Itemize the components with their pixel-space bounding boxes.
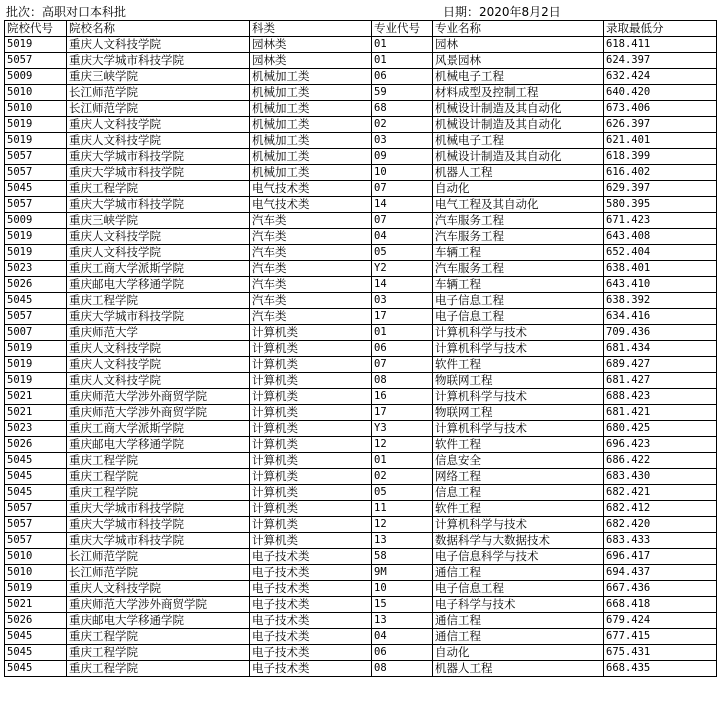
cell-school-code: 5021 [5,389,67,405]
cell-major-name: 材料成型及控制工程 [433,85,604,101]
cell-major-code: 01 [372,53,433,69]
cell-category: 汽车类 [250,229,372,245]
cell-school-code: 5057 [5,197,67,213]
cell-category: 计算机类 [250,501,372,517]
cell-major-name: 计算机科学与技术 [433,341,604,357]
cell-school-name: 重庆大学城市科技学院 [67,501,250,517]
cell-school-name: 重庆工商大学派斯学院 [67,261,250,277]
cell-school-name: 重庆师范大学 [67,325,250,341]
table-row [5,69,717,85]
cell-school-name: 重庆师范大学涉外商贸学院 [67,597,250,613]
table-row [5,485,717,501]
cell-school-code: 5021 [5,597,67,613]
cell-school-code: 5026 [5,437,67,453]
cell-school-code: 5045 [5,453,67,469]
cell-major-code: 07 [372,213,433,229]
cell-school-code: 5057 [5,309,67,325]
cell-category: 计算机类 [250,437,372,453]
cell-category: 电子技术类 [250,565,372,581]
table-row [5,405,717,421]
cell-school-code: 5009 [5,213,67,229]
cell-school-name: 重庆工程学院 [67,181,250,197]
cell-major-name: 电子信息科学与技术 [433,549,604,565]
cell-category: 电子技术类 [250,581,372,597]
cell-major-code: Y2 [372,261,433,277]
cell-min-score: 621.401 [604,133,717,149]
header-row [5,21,717,37]
cell-school-name: 重庆工程学院 [67,485,250,501]
cell-school-name: 重庆邮电大学移通学院 [67,277,250,293]
table-row [5,133,717,149]
cell-major-name: 机械设计制造及其自动化 [433,149,604,165]
cell-min-score: 688.423 [604,389,717,405]
cell-min-score: 683.433 [604,533,717,549]
cell-school-code: 5057 [5,149,67,165]
cell-category: 计算机类 [250,469,372,485]
cell-major-code: 03 [372,293,433,309]
cell-school-name: 长江师范学院 [67,101,250,117]
cell-category: 汽车类 [250,309,372,325]
cell-major-code: 17 [372,405,433,421]
cell-school-code: 5026 [5,613,67,629]
cell-min-score: 671.423 [604,213,717,229]
cell-major-name: 机械电子工程 [433,69,604,85]
table-row [5,613,717,629]
cell-major-name: 电子科学与技术 [433,597,604,613]
cell-major-code: 06 [372,341,433,357]
cell-school-name: 长江师范学院 [67,549,250,565]
cell-major-name: 电子信息工程 [433,581,604,597]
cell-major-code: 08 [372,661,433,677]
date-label: 日期：2020年8月2日 [443,5,561,19]
cell-school-code: 5019 [5,357,67,373]
cell-school-code: 5019 [5,133,67,149]
cell-major-code: 12 [372,437,433,453]
cell-school-code: 5045 [5,469,67,485]
cell-min-score: 618.399 [604,149,717,165]
cell-major-code: 01 [372,453,433,469]
cell-major-code: 14 [372,197,433,213]
cell-school-name: 重庆大学城市科技学院 [67,309,250,325]
cell-category: 电子技术类 [250,613,372,629]
cell-major-name: 软件工程 [433,357,604,373]
cell-school-name: 重庆师范大学涉外商贸学院 [67,389,250,405]
cell-min-score: 680.425 [604,421,717,437]
cell-school-code: 5026 [5,277,67,293]
cell-school-name: 重庆人文科技学院 [67,133,250,149]
cell-major-code: 08 [372,373,433,389]
cell-school-name: 重庆工商大学派斯学院 [67,421,250,437]
cell-school-name: 重庆师范大学涉外商贸学院 [67,405,250,421]
cell-min-score: 686.422 [604,453,717,469]
cell-category: 机械加工类 [250,69,372,85]
cell-school-code: 5019 [5,245,67,261]
cell-major-name: 信息安全 [433,453,604,469]
cell-school-code: 5023 [5,261,67,277]
cell-major-name: 物联网工程 [433,405,604,421]
cell-min-score: 652.404 [604,245,717,261]
column-header-major-name: 专业名称 [433,21,604,37]
cell-major-name: 车辆工程 [433,277,604,293]
cell-category: 汽车类 [250,245,372,261]
cell-category: 计算机类 [250,389,372,405]
cell-category: 电子技术类 [250,549,372,565]
cell-major-name: 汽车服务工程 [433,213,604,229]
column-header-category: 科类 [250,21,372,37]
table-row [5,469,717,485]
cell-school-code: 5019 [5,37,67,53]
cell-min-score: 682.412 [604,501,717,517]
table-row [5,37,717,53]
table-row [5,421,717,437]
cell-major-name: 通信工程 [433,565,604,581]
table-row [5,517,717,533]
cell-category: 机械加工类 [250,149,372,165]
cell-school-name: 重庆三峡学院 [67,69,250,85]
cell-category: 园林类 [250,53,372,69]
cell-category: 计算机类 [250,357,372,373]
cell-min-score: 667.436 [604,581,717,597]
cell-major-name: 软件工程 [433,437,604,453]
table-row [5,565,717,581]
cell-category: 汽车类 [250,293,372,309]
cell-major-code: 16 [372,389,433,405]
cell-category: 园林类 [250,37,372,53]
cell-school-code: 5057 [5,533,67,549]
cell-category: 电气技术类 [250,181,372,197]
cell-school-code: 5045 [5,629,67,645]
cell-min-score: 629.397 [604,181,717,197]
cell-min-score: 643.410 [604,277,717,293]
column-header-min-score: 录取最低分 [604,21,717,37]
cell-school-name: 重庆工程学院 [67,469,250,485]
cell-category: 计算机类 [250,341,372,357]
cell-major-code: 05 [372,245,433,261]
cell-major-code: 68 [372,101,433,117]
cell-school-name: 重庆人文科技学院 [67,229,250,245]
cell-category: 汽车类 [250,277,372,293]
cell-major-name: 自动化 [433,645,604,661]
cell-school-code: 5019 [5,229,67,245]
cell-major-name: 机器人工程 [433,165,604,181]
cell-major-name: 汽车服务工程 [433,261,604,277]
cell-school-name: 重庆工程学院 [67,645,250,661]
column-header-major-code: 专业代号 [372,21,433,37]
cell-category: 计算机类 [250,533,372,549]
cell-school-code: 5019 [5,117,67,133]
cell-major-name: 计算机科学与技术 [433,517,604,533]
page-header [0,0,723,20]
cell-category: 机械加工类 [250,101,372,117]
cell-major-code: 03 [372,133,433,149]
table-row [5,661,717,677]
cell-major-code: 59 [372,85,433,101]
cell-min-score: 681.421 [604,405,717,421]
cell-major-code: 04 [372,629,433,645]
cell-major-name: 网络工程 [433,469,604,485]
table-row [5,629,717,645]
cell-major-name: 汽车服务工程 [433,229,604,245]
cell-major-name: 电气工程及其自动化 [433,197,604,213]
cell-school-name: 重庆大学城市科技学院 [67,53,250,69]
cell-category: 电子技术类 [250,645,372,661]
cell-school-code: 5021 [5,405,67,421]
cell-major-code: 02 [372,469,433,485]
cell-min-score: 638.401 [604,261,717,277]
cell-school-code: 5009 [5,69,67,85]
cell-min-score: 681.434 [604,341,717,357]
cell-major-name: 通信工程 [433,629,604,645]
cell-school-code: 5019 [5,373,67,389]
cell-major-name: 通信工程 [433,613,604,629]
table-row [5,245,717,261]
cell-min-score: 696.417 [604,549,717,565]
cell-category: 计算机类 [250,405,372,421]
table-row [5,165,717,181]
cell-category: 计算机类 [250,325,372,341]
cell-school-code: 5057 [5,53,67,69]
table-row [5,597,717,613]
cell-major-code: 10 [372,581,433,597]
table-row [5,197,717,213]
cell-major-code: 9M [372,565,433,581]
table-row [5,389,717,405]
cell-major-code: 09 [372,149,433,165]
cell-major-name: 机械电子工程 [433,133,604,149]
cell-major-code: 17 [372,309,433,325]
cell-school-code: 5023 [5,421,67,437]
cell-school-name: 重庆工程学院 [67,629,250,645]
admission-table [4,20,717,677]
cell-school-name: 长江师范学院 [67,85,250,101]
cell-category: 机械加工类 [250,165,372,181]
cell-min-score: 679.424 [604,613,717,629]
cell-school-code: 5007 [5,325,67,341]
cell-major-code: 01 [372,37,433,53]
table-row [5,581,717,597]
cell-school-name: 重庆邮电大学移通学院 [67,437,250,453]
table-row [5,309,717,325]
table-row [5,437,717,453]
cell-major-name: 数据科学与大数据技术 [433,533,604,549]
cell-major-code: 02 [372,117,433,133]
cell-category: 汽车类 [250,213,372,229]
cell-major-code: 04 [372,229,433,245]
column-header-school-code: 院校代号 [5,21,67,37]
cell-school-code: 5045 [5,485,67,501]
cell-min-score: 673.406 [604,101,717,117]
cell-school-name: 长江师范学院 [67,565,250,581]
cell-major-name: 机械设计制造及其自动化 [433,117,604,133]
table-row [5,373,717,389]
cell-major-code: 07 [372,357,433,373]
cell-school-name: 重庆工程学院 [67,661,250,677]
cell-school-name: 重庆大学城市科技学院 [67,517,250,533]
cell-major-name: 车辆工程 [433,245,604,261]
cell-school-name: 重庆人文科技学院 [67,341,250,357]
cell-min-score: 689.427 [604,357,717,373]
cell-school-code: 5045 [5,645,67,661]
cell-category: 机械加工类 [250,85,372,101]
cell-school-code: 5010 [5,549,67,565]
cell-major-code: 06 [372,69,433,85]
cell-major-name: 计算机科学与技术 [433,421,604,437]
cell-school-code: 5057 [5,501,67,517]
table-row [5,149,717,165]
cell-major-code: 15 [372,597,433,613]
cell-major-code: 05 [372,485,433,501]
table-row [5,645,717,661]
cell-major-name: 计算机科学与技术 [433,389,604,405]
cell-min-score: 682.420 [604,517,717,533]
cell-major-name: 风景园林 [433,53,604,69]
cell-min-score: 681.427 [604,373,717,389]
cell-min-score: 675.431 [604,645,717,661]
cell-school-code: 5045 [5,181,67,197]
cell-min-score: 624.397 [604,53,717,69]
table-row [5,549,717,565]
table-row [5,325,717,341]
cell-min-score: 668.418 [604,597,717,613]
cell-major-name: 电子信息工程 [433,309,604,325]
cell-major-name: 电子信息工程 [433,293,604,309]
cell-min-score: 632.424 [604,69,717,85]
cell-school-code: 5057 [5,165,67,181]
cell-school-name: 重庆大学城市科技学院 [67,533,250,549]
cell-school-name: 重庆人文科技学院 [67,245,250,261]
table-row [5,293,717,309]
table-row [5,277,717,293]
cell-school-name: 重庆工程学院 [67,453,250,469]
cell-school-name: 重庆大学城市科技学院 [67,197,250,213]
table-row [5,229,717,245]
cell-school-code: 5010 [5,85,67,101]
cell-category: 电气技术类 [250,197,372,213]
cell-major-code: 14 [372,277,433,293]
cell-major-name: 物联网工程 [433,373,604,389]
cell-school-code: 5010 [5,565,67,581]
table-row [5,181,717,197]
cell-major-name: 自动化 [433,181,604,197]
batch-label: 批次：高职对口本科批 [6,5,127,19]
cell-major-code: 13 [372,533,433,549]
cell-min-score: 638.392 [604,293,717,309]
cell-category: 计算机类 [250,421,372,437]
cell-min-score: 696.423 [604,437,717,453]
cell-school-name: 重庆工程学院 [67,293,250,309]
cell-major-name: 机械设计制造及其自动化 [433,101,604,117]
cell-school-name: 重庆人文科技学院 [67,37,250,53]
cell-min-score: 626.397 [604,117,717,133]
cell-school-name: 重庆人文科技学院 [67,357,250,373]
cell-major-code: 01 [372,325,433,341]
cell-major-code: Y3 [372,421,433,437]
table-row [5,453,717,469]
cell-school-code: 5019 [5,341,67,357]
cell-min-score: 616.402 [604,165,717,181]
cell-major-name: 园林 [433,37,604,53]
cell-school-name: 重庆大学城市科技学院 [67,149,250,165]
column-header-school-name: 院校名称 [67,21,250,37]
table-row [5,53,717,69]
cell-category: 电子技术类 [250,629,372,645]
cell-school-code: 5045 [5,293,67,309]
cell-school-name: 重庆人文科技学院 [67,373,250,389]
cell-school-name: 重庆大学城市科技学院 [67,165,250,181]
cell-min-score: 580.395 [604,197,717,213]
cell-category: 计算机类 [250,485,372,501]
cell-min-score: 640.420 [604,85,717,101]
cell-min-score: 618.411 [604,37,717,53]
cell-category: 电子技术类 [250,597,372,613]
cell-major-name: 软件工程 [433,501,604,517]
cell-school-code: 5010 [5,101,67,117]
cell-major-code: 12 [372,517,433,533]
cell-category: 计算机类 [250,453,372,469]
cell-major-code: 10 [372,165,433,181]
cell-major-name: 信息工程 [433,485,604,501]
cell-major-code: 58 [372,549,433,565]
cell-major-name: 机器人工程 [433,661,604,677]
cell-category: 机械加工类 [250,133,372,149]
table-row [5,261,717,277]
table-row [5,117,717,133]
cell-min-score: 682.421 [604,485,717,501]
cell-min-score: 634.416 [604,309,717,325]
cell-min-score: 683.430 [604,469,717,485]
cell-min-score: 643.408 [604,229,717,245]
cell-major-name: 计算机科学与技术 [433,325,604,341]
cell-school-name: 重庆三峡学院 [67,213,250,229]
cell-category: 计算机类 [250,517,372,533]
cell-min-score: 668.435 [604,661,717,677]
cell-major-code: 07 [372,181,433,197]
cell-school-name: 重庆人文科技学院 [67,117,250,133]
table-row [5,533,717,549]
cell-school-name: 重庆人文科技学院 [67,581,250,597]
cell-major-code: 13 [372,613,433,629]
cell-category: 汽车类 [250,261,372,277]
cell-category: 机械加工类 [250,117,372,133]
table-row [5,101,717,117]
table-row [5,501,717,517]
table-row [5,85,717,101]
cell-school-name: 重庆邮电大学移通学院 [67,613,250,629]
cell-min-score: 677.415 [604,629,717,645]
cell-major-code: 06 [372,645,433,661]
cell-major-code: 11 [372,501,433,517]
cell-category: 计算机类 [250,373,372,389]
cell-min-score: 694.437 [604,565,717,581]
table-row [5,357,717,373]
table-row [5,213,717,229]
table-row [5,341,717,357]
cell-min-score: 709.436 [604,325,717,341]
cell-school-code: 5057 [5,517,67,533]
cell-category: 电子技术类 [250,661,372,677]
cell-school-code: 5045 [5,661,67,677]
cell-school-code: 5019 [5,581,67,597]
